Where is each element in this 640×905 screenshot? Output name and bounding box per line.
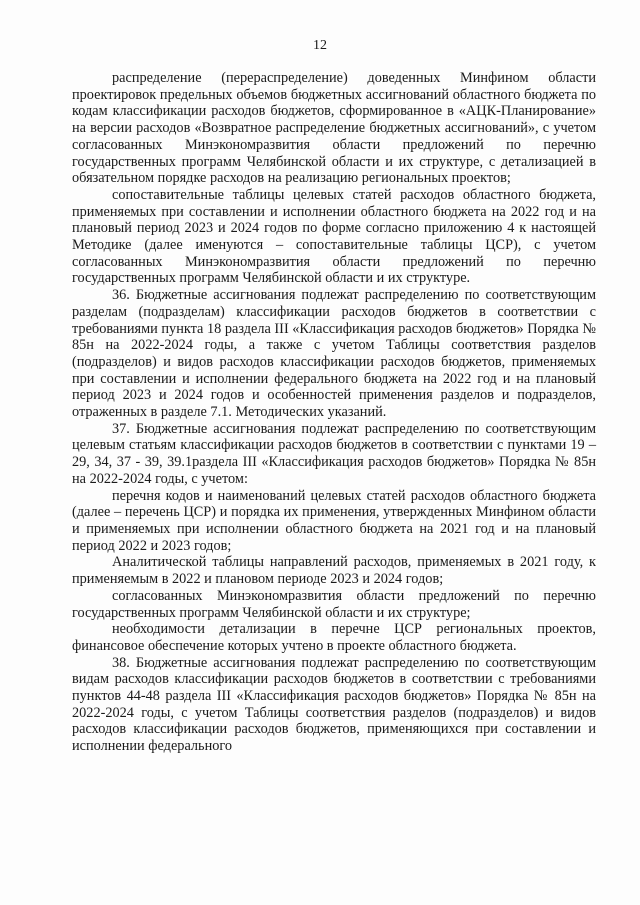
paragraph: Аналитической таблицы направлений расходов, применяемых в 2021 году, к применяемым в 2022 и плановом периоде 2023 и 2024 годов; [72,554,596,588]
paragraph: распределение (перераспределение) доведенных Минфином области проектировок предельных объемов бюджетных ассигнований областного бюджета по кодам классификации расходов бюджетов, сформированное в «АЦК-Планирование» на версии расходов «Возвратное распределение бюджетных ассигнований», с учетом согласованных Минэкономразвития области предложений по перечню государственных программ Челябинской области и их структуре, с детализацией в обязательном порядке расходов на реализацию региональных проектов; [72,70,596,187]
paragraph: согласованных Минэкономразвития области предложений по перечню государственных программ Челябинской области и их структуре; [72,587,596,621]
page-number: 12 [313,38,327,53]
body-text [72,70,596,755]
paragraph: 37. Бюджетные ассигнования подлежат распределению по соответствующим целевым статьям классификации расходов бюджетов в соответствии с пунктами 19 – 29, 34, 37 - 39, 39.1раздела III «Классификация расходов бюджетов» Порядка № 85н на 2022-2024 годы, с учетом: [72,420,596,487]
paragraph: необходимости детализации в перечне ЦСР региональных проектов, финансовое обеспечение которых учтено в проекте областного бюджета. [72,621,596,654]
paragraph: 36. Бюджетные ассигнования подлежат распределению по соответствующим разделам (подразделам) классификации расходов бюджетов в соответствии с требованиями пункта 18 раздела III «Классификация расходов бюджетов» Порядка № 85н на 2022-2024 годы, а также с учетом Таблицы соответствия разделов (подразделов) и видов расходов классификации расходов бюджетов, применяемых при составлении и исполнении федерального бюджета на 2022 год и на плановый период 2023 и 2024 годов и особенностей применения разделов и подразделов, отраженных в разделе 7.1. Методических указаний. [72,287,596,421]
paragraph: сопоставительные таблицы целевых статей расходов областного бюджета, применяемых при составлении и исполнении областного бюджета на 2022 год и на плановый период 2023 и 2024 годов по форме согласно приложению 4 к настоящей Методике (далее именуются – сопоставительные таблицы ЦСР), с учетом согласованных Минэкономразвития области предложений по перечню государственных программ Челябинской области и их структуре. [72,186,596,287]
paragraph: 38. Бюджетные ассигнования подлежат распределению по соответствующим видам расходов классификации расходов бюджетов в соответствии с требованиями пунктов 44-48 раздела III «Классификация расходов бюджетов» Порядка № 85н на 2022-2024 годы, с учетом Таблицы соответствия разделов (подразделов) и видов расходов классификации расходов бюджетов, применяющихся при составлении и исполнении федерального [72,654,596,755]
paragraph: перечня кодов и наименований целевых статей расходов областного бюджета (далее – перечень ЦСР) и порядка их применения, утвержденных Минфином области и применяемых при исполнении областного бюджета на 2021 год и на плановый период 2022 и 2023 годов; [72,487,596,554]
